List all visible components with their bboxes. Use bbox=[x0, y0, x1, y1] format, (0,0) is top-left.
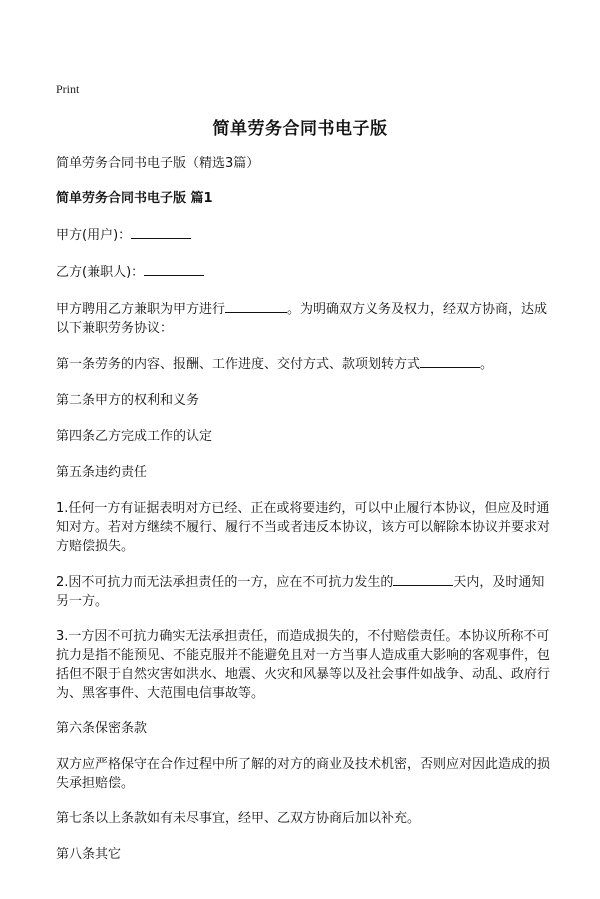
article-4: 第四条乙方完成工作的认定 bbox=[56, 429, 213, 444]
clause-3: 3.一方因不可抗力确实无法承担责任，而造成损失的，不付赔偿责任。本协议所称不可抗力是指不能预见、不能克服并不能避免且对一方当事人造成重大影响的客观事件，包括但不限于自然灾害如洪水、地震、火灾和风暴等以及社会事件如战争、动乱、政府行为、黑客事件、大范围电信事故等。 bbox=[56, 629, 551, 701]
article-7: 第七条以上条款如有未尽事宜，经甲、乙双方协商后加以补充。 bbox=[56, 811, 421, 826]
section-heading: 简单劳务合同书电子版 篇1 bbox=[56, 191, 213, 206]
article-5: 第五条违约责任 bbox=[56, 465, 148, 480]
article-1-blank bbox=[420, 354, 480, 368]
clause-2-text-1: 2.因不可抗力而无法承担责任的一方，应在不可抗力发生的 bbox=[56, 575, 394, 590]
article-2: 第二条甲方的权利和义务 bbox=[56, 393, 200, 408]
document-title: 简单劳务合同书电子版 bbox=[212, 119, 388, 139]
article-1-text: 第一条劳务的内容、报酬、工作进度、交付方式、款项划转方式 bbox=[56, 357, 421, 372]
party-a-blank bbox=[131, 225, 191, 239]
intro-text-1: 甲方聘用乙方兼职为甲方进行 bbox=[56, 302, 226, 317]
confidentiality-paragraph: 双方应严格保守在合作过程中所了解的对方的商业及技术机密，否则应对因此造成的损失承担赔偿。 bbox=[56, 757, 551, 791]
document-body bbox=[56, 154, 552, 881]
clause-2-blank bbox=[393, 572, 453, 586]
party-b-blank bbox=[144, 262, 204, 276]
article-1-end: 。 bbox=[480, 357, 494, 372]
clause-2 bbox=[56, 572, 552, 611]
article-1 bbox=[56, 354, 552, 374]
party-a-label: 甲方(用户)： bbox=[56, 228, 132, 243]
intro-paragraph bbox=[56, 299, 552, 338]
intro-blank bbox=[225, 299, 287, 313]
article-6: 第六条保密条款 bbox=[56, 721, 148, 736]
document-subtitle: 简单劳务合同书电子版（精选3篇） bbox=[56, 156, 260, 171]
print-link[interactable]: Print bbox=[56, 82, 80, 96]
party-b-label: 乙方(兼职人)： bbox=[56, 265, 145, 280]
intro-text-2: 。为明确双方义务及权力，经双方协商，达成以下兼职劳务协议： bbox=[56, 302, 548, 336]
article-8: 第八条其它 bbox=[56, 847, 122, 862]
party-a-line bbox=[56, 225, 552, 245]
clause-1: 1.任何一方有证据表明对方已经、正在或将要违约，可以中止履行本协议，但应及时通知对方。若对方继续不履行、履行不当或者违反本协议，该方可以解除本协议并要求对方赔偿损失。 bbox=[56, 501, 551, 554]
clause-2-text-2: 天内，及时通知另一方。 bbox=[56, 575, 545, 609]
party-b-line bbox=[56, 262, 552, 282]
